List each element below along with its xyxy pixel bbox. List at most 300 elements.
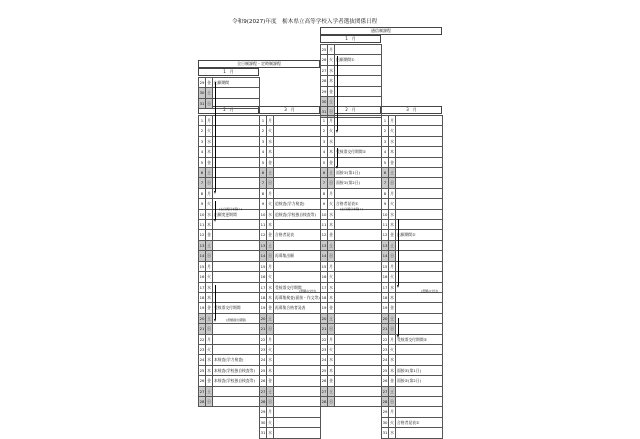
day-number: 29 (260, 407, 267, 417)
day-number: 6 (260, 168, 267, 178)
day-number: 26 (382, 376, 389, 386)
calendar-row (382, 199, 443, 209)
weekday: 水 (267, 355, 274, 365)
calendar-fulltime-jan (198, 77, 260, 109)
event-text (396, 220, 443, 230)
event-text (213, 88, 260, 98)
calendar-table (259, 115, 321, 439)
event-text: 合格者発表② (396, 417, 443, 427)
calendar-row (199, 78, 260, 88)
weekday: 月 (328, 261, 335, 271)
day-number: 28 (382, 396, 389, 406)
event-text (274, 324, 321, 334)
day-number: 5 (260, 157, 267, 167)
day-number: 11 (382, 220, 389, 230)
weekday: 金 (267, 303, 274, 313)
event-text: 面接②(第2日) (396, 376, 443, 386)
event-text (396, 396, 443, 406)
weekday: 水 (328, 282, 335, 292)
weekday: 火 (267, 417, 274, 427)
calendar-row (260, 344, 321, 354)
calendar-table (381, 115, 443, 439)
weekday: 日 (389, 251, 396, 261)
day-number: 5 (321, 157, 328, 167)
day-number: 27 (260, 386, 267, 396)
event-text (213, 272, 260, 282)
event-text: 本検査(学校独自検査等) (213, 365, 260, 375)
weekday: 木 (267, 220, 274, 230)
calendar-row (260, 303, 321, 313)
calendar-row (260, 428, 321, 438)
calendar-row (321, 147, 382, 157)
calendar-row (321, 396, 382, 406)
weekday: 火 (328, 344, 335, 354)
day-number: 28 (321, 396, 328, 406)
day-number: 7 (260, 178, 267, 188)
weekday: 日 (206, 324, 213, 334)
weekday: 月 (206, 188, 213, 198)
day-number: 29 (199, 78, 206, 88)
weekday: 水 (206, 136, 213, 146)
calendar-row (382, 261, 443, 271)
weekday: 水 (389, 428, 396, 438)
calendar-row (382, 251, 443, 261)
event-text (335, 86, 382, 96)
calendar-row (199, 147, 260, 157)
event-text (213, 178, 260, 188)
event-text (274, 417, 321, 427)
event-text (274, 313, 321, 323)
day-number: 12 (321, 230, 328, 240)
calendar-row (321, 324, 382, 334)
calendar-row (260, 334, 321, 344)
weekday: 木 (328, 220, 335, 230)
event-text (274, 116, 321, 126)
event-text (396, 261, 443, 271)
day-number: 3 (321, 136, 328, 146)
event-text (274, 428, 321, 438)
weekday: 火 (389, 199, 396, 209)
weekday: 日 (389, 396, 396, 406)
weekday: 水 (389, 209, 396, 219)
day-number: 31 (382, 428, 389, 438)
calendar-row (260, 220, 321, 230)
event-text (213, 261, 260, 271)
weekday: 火 (328, 55, 335, 65)
day-number: 12 (199, 230, 206, 240)
calendar-row (260, 136, 321, 146)
event-text (213, 396, 260, 406)
event-text (213, 324, 260, 334)
day-number: 22 (321, 334, 328, 344)
event-text: 受検票交付期間② (396, 334, 443, 344)
calendar-general-feb (320, 115, 382, 407)
day-number: 30 (199, 88, 206, 98)
calendar-row (382, 209, 443, 219)
day-number: 5 (382, 157, 389, 167)
calendar-row (260, 157, 321, 167)
event-text (396, 126, 443, 136)
weekday: 月 (389, 188, 396, 198)
weekday: 火 (389, 272, 396, 282)
event-text: 本検査(学校独自検査等) (213, 376, 260, 386)
weekday: 土 (389, 168, 396, 178)
calendar-row (382, 324, 443, 334)
calendar-row (321, 136, 382, 146)
day-number: 16 (382, 272, 389, 282)
day-number: 17 (321, 282, 328, 292)
weekday: 木 (267, 292, 274, 302)
event-text: 再募集合格者発表 (274, 303, 321, 313)
calendar-table (198, 115, 260, 407)
calendar-row (382, 355, 443, 365)
event-text (396, 272, 443, 282)
day-number: 28 (321, 76, 328, 86)
day-number: 24 (382, 355, 389, 365)
day-number: 18 (382, 292, 389, 302)
calendar-row (382, 407, 443, 417)
weekday: 日 (267, 178, 274, 188)
event-text (274, 136, 321, 146)
weekday: 土 (267, 386, 274, 396)
weekday: 土 (206, 168, 213, 178)
day-number: 25 (321, 365, 328, 375)
calendar-row (382, 396, 443, 406)
day-number: 4 (199, 147, 206, 157)
weekday: 日 (267, 251, 274, 261)
calendar-general-mar (381, 115, 443, 439)
day-number: 29 (321, 86, 328, 96)
weekday: 日 (267, 324, 274, 334)
day-number: 26 (321, 376, 328, 386)
weekday: 水 (267, 282, 274, 292)
event-text (335, 251, 382, 261)
calendar-row (199, 261, 260, 271)
calendar-row (260, 116, 321, 126)
event-text (274, 220, 321, 230)
event-text (396, 136, 443, 146)
event-text: 受検票交付期間 (274, 282, 321, 292)
event-text (335, 188, 382, 198)
event-text (396, 324, 443, 334)
weekday: 木 (206, 365, 213, 375)
weekday: 金 (206, 78, 213, 88)
calendar-table (198, 77, 260, 109)
weekday: 日 (206, 396, 213, 406)
event-text (213, 126, 260, 136)
calendar-row (382, 147, 443, 157)
day-number: 20 (321, 313, 328, 323)
calendar-row (321, 334, 382, 344)
event-text (335, 97, 382, 107)
event-text (335, 126, 382, 136)
day-number: 17 (199, 282, 206, 292)
calendar-general-jan (320, 44, 382, 118)
weekday: 火 (389, 417, 396, 427)
day-number: 27 (199, 386, 206, 396)
event-text (396, 199, 443, 209)
calendar-row (199, 251, 260, 261)
day-number: 24 (321, 355, 328, 365)
day-number: 28 (199, 396, 206, 406)
event-text: 追検査(学力検査) (274, 199, 321, 209)
weekday: 木 (389, 365, 396, 375)
calendar-row (199, 126, 260, 136)
event-text (335, 136, 382, 146)
weekday: 木 (267, 365, 274, 375)
day-number: 2 (260, 126, 267, 136)
event-text (396, 240, 443, 250)
calendar-row (260, 313, 321, 323)
weekday: 水 (389, 282, 396, 292)
day-number: 4 (260, 147, 267, 157)
event-text: 合格者発表 (274, 230, 321, 240)
event-text (335, 65, 382, 75)
event-text (335, 365, 382, 375)
event-text (335, 261, 382, 271)
event-text (213, 251, 260, 261)
day-number: 22 (260, 334, 267, 344)
weekday: 金 (389, 230, 396, 240)
day-number: 1 (382, 116, 389, 126)
month-header-b-mar: 3 月 (381, 106, 442, 114)
weekday: 土 (389, 313, 396, 323)
day-number: 15 (260, 261, 267, 271)
day-number: 14 (260, 251, 267, 261)
weekday: 火 (206, 344, 213, 354)
calendar-row (260, 396, 321, 406)
event-text (213, 334, 260, 344)
day-number: 13 (260, 240, 267, 250)
calendar-row (321, 355, 382, 365)
event-text: 再募集検査(面接・作文等) (274, 292, 321, 302)
calendar-row (199, 344, 260, 354)
calendar-row (321, 386, 382, 396)
header-general: 通信制課程 (320, 27, 442, 35)
event-text (274, 272, 321, 282)
weekday: 土 (206, 88, 213, 98)
note-a-feb-10: (土日祝日を除く) (219, 207, 243, 211)
weekday: 金 (206, 230, 213, 240)
calendar-row (382, 365, 443, 375)
calendar-row (321, 157, 382, 167)
event-text (396, 209, 443, 219)
calendar-row (199, 188, 260, 198)
weekday: 火 (206, 126, 213, 136)
event-text (335, 313, 382, 323)
weekday: 月 (328, 334, 335, 344)
calendar-row (199, 303, 260, 313)
calendar-row (321, 220, 382, 230)
weekday: 金 (389, 303, 396, 313)
weekday: 水 (206, 282, 213, 292)
day-number: 7 (321, 178, 328, 188)
calendar-row (321, 303, 382, 313)
day-number: 21 (382, 324, 389, 334)
weekday: 水 (206, 209, 213, 219)
weekday: 日 (206, 98, 213, 108)
calendar-row (382, 168, 443, 178)
event-text (396, 188, 443, 198)
day-number: 14 (199, 251, 206, 261)
day-number: 7 (382, 178, 389, 188)
day-number: 15 (382, 261, 389, 271)
day-number: 10 (382, 209, 389, 219)
calendar-row (321, 45, 382, 55)
event-text (274, 178, 321, 188)
calendar-row (260, 292, 321, 302)
weekday: 金 (389, 376, 396, 386)
calendar-row (260, 230, 321, 240)
weekday: 金 (328, 303, 335, 313)
calendar-table (320, 115, 382, 407)
event-text (396, 251, 443, 261)
weekday: 木 (328, 365, 335, 375)
calendar-row (382, 303, 443, 313)
calendar-row (321, 168, 382, 178)
event-text (335, 292, 382, 302)
calendar-row (321, 376, 382, 386)
calendar-row (260, 240, 321, 250)
calendar-row (260, 188, 321, 198)
event-text: 本検査(学力検査) (213, 355, 260, 365)
event-text (274, 396, 321, 406)
weekday: 木 (206, 292, 213, 302)
event-text (213, 344, 260, 354)
weekday: 金 (206, 303, 213, 313)
calendar-row (382, 126, 443, 136)
event-text (213, 220, 260, 230)
calendar-row (260, 355, 321, 365)
event-text (335, 220, 382, 230)
event-text (274, 157, 321, 167)
weekday: 土 (267, 240, 274, 250)
header-fulltime: 全日制課程・定時制課程 (198, 60, 320, 68)
event-text (335, 230, 382, 240)
day-number: 19 (382, 303, 389, 313)
day-number: 30 (382, 417, 389, 427)
calendar-row (199, 396, 260, 406)
calendar-row (321, 116, 382, 126)
calendar-row (199, 168, 260, 178)
day-number: 21 (199, 324, 206, 334)
calendar-row (260, 126, 321, 136)
note-a-feb-19: (書類提出期限) (226, 318, 247, 322)
calendar-row (321, 76, 382, 86)
weekday: 月 (267, 261, 274, 271)
day-number: 25 (321, 45, 328, 55)
calendar-row (321, 230, 382, 240)
event-text (396, 147, 443, 157)
event-text: 出願期間 (213, 78, 260, 88)
weekday: 土 (389, 240, 396, 250)
calendar-row (199, 324, 260, 334)
weekday: 火 (267, 344, 274, 354)
weekday: 月 (206, 261, 213, 271)
day-number: 5 (199, 157, 206, 167)
event-text (335, 240, 382, 250)
weekday: 日 (328, 178, 335, 188)
calendar-row (199, 220, 260, 230)
calendar-row (321, 97, 382, 107)
calendar-row (321, 272, 382, 282)
month-header-a-mar: 3 月 (259, 106, 320, 114)
day-number: 1 (321, 116, 328, 126)
event-text (335, 272, 382, 282)
day-number: 29 (382, 407, 389, 417)
calendar-row (260, 251, 321, 261)
weekday: 木 (389, 292, 396, 302)
calendar-fulltime-mar (259, 115, 321, 439)
weekday: 日 (328, 251, 335, 261)
event-text: 再募集出願 (274, 251, 321, 261)
calendar-row (260, 272, 321, 282)
weekday: 木 (389, 220, 396, 230)
event-text (396, 428, 443, 438)
calendar-row (321, 282, 382, 292)
weekday: 金 (267, 230, 274, 240)
event-text (335, 157, 382, 167)
event-text (274, 188, 321, 198)
event-text (274, 386, 321, 396)
weekday: 木 (206, 147, 213, 157)
event-text: 受検票交付期間① (335, 147, 382, 157)
day-number: 9 (321, 199, 328, 209)
day-number: 18 (199, 292, 206, 302)
calendar-table (320, 44, 382, 118)
day-number: 31 (199, 98, 206, 108)
event-text: 面接②(第1日) (396, 365, 443, 375)
calendar-row (199, 334, 260, 344)
arrow-b-ticket2 (398, 318, 399, 335)
event-text (213, 136, 260, 146)
day-number: 16 (321, 272, 328, 282)
calendar-row (260, 147, 321, 157)
event-text (274, 407, 321, 417)
calendar-row (260, 199, 321, 209)
weekday: 日 (328, 324, 335, 334)
weekday: 水 (328, 355, 335, 365)
weekday: 土 (206, 386, 213, 396)
day-number: 6 (321, 168, 328, 178)
page-title: 令和9(2027)年度 栃木県立高等学校入学者選抜関係日程 (232, 19, 378, 25)
day-number: 9 (260, 199, 267, 209)
event-text (335, 282, 382, 292)
calendar-row (382, 188, 443, 198)
day-number: 8 (260, 188, 267, 198)
calendar-row (321, 292, 382, 302)
calendar-row (382, 272, 443, 282)
event-text (274, 126, 321, 136)
event-text (335, 324, 382, 334)
event-text (213, 157, 260, 167)
weekday: 月 (267, 407, 274, 417)
event-text (213, 240, 260, 250)
day-number: 25 (199, 365, 206, 375)
event-text (213, 147, 260, 157)
event-text (396, 313, 443, 323)
weekday: 水 (267, 428, 274, 438)
calendar-row (260, 261, 321, 271)
day-number: 22 (382, 334, 389, 344)
day-number: 3 (260, 136, 267, 146)
calendar-row (199, 98, 260, 108)
event-text: 面接①(第1日) (335, 168, 382, 178)
event-text (274, 261, 321, 271)
day-number: 9 (199, 199, 206, 209)
event-text (396, 178, 443, 188)
day-number: 12 (382, 230, 389, 240)
